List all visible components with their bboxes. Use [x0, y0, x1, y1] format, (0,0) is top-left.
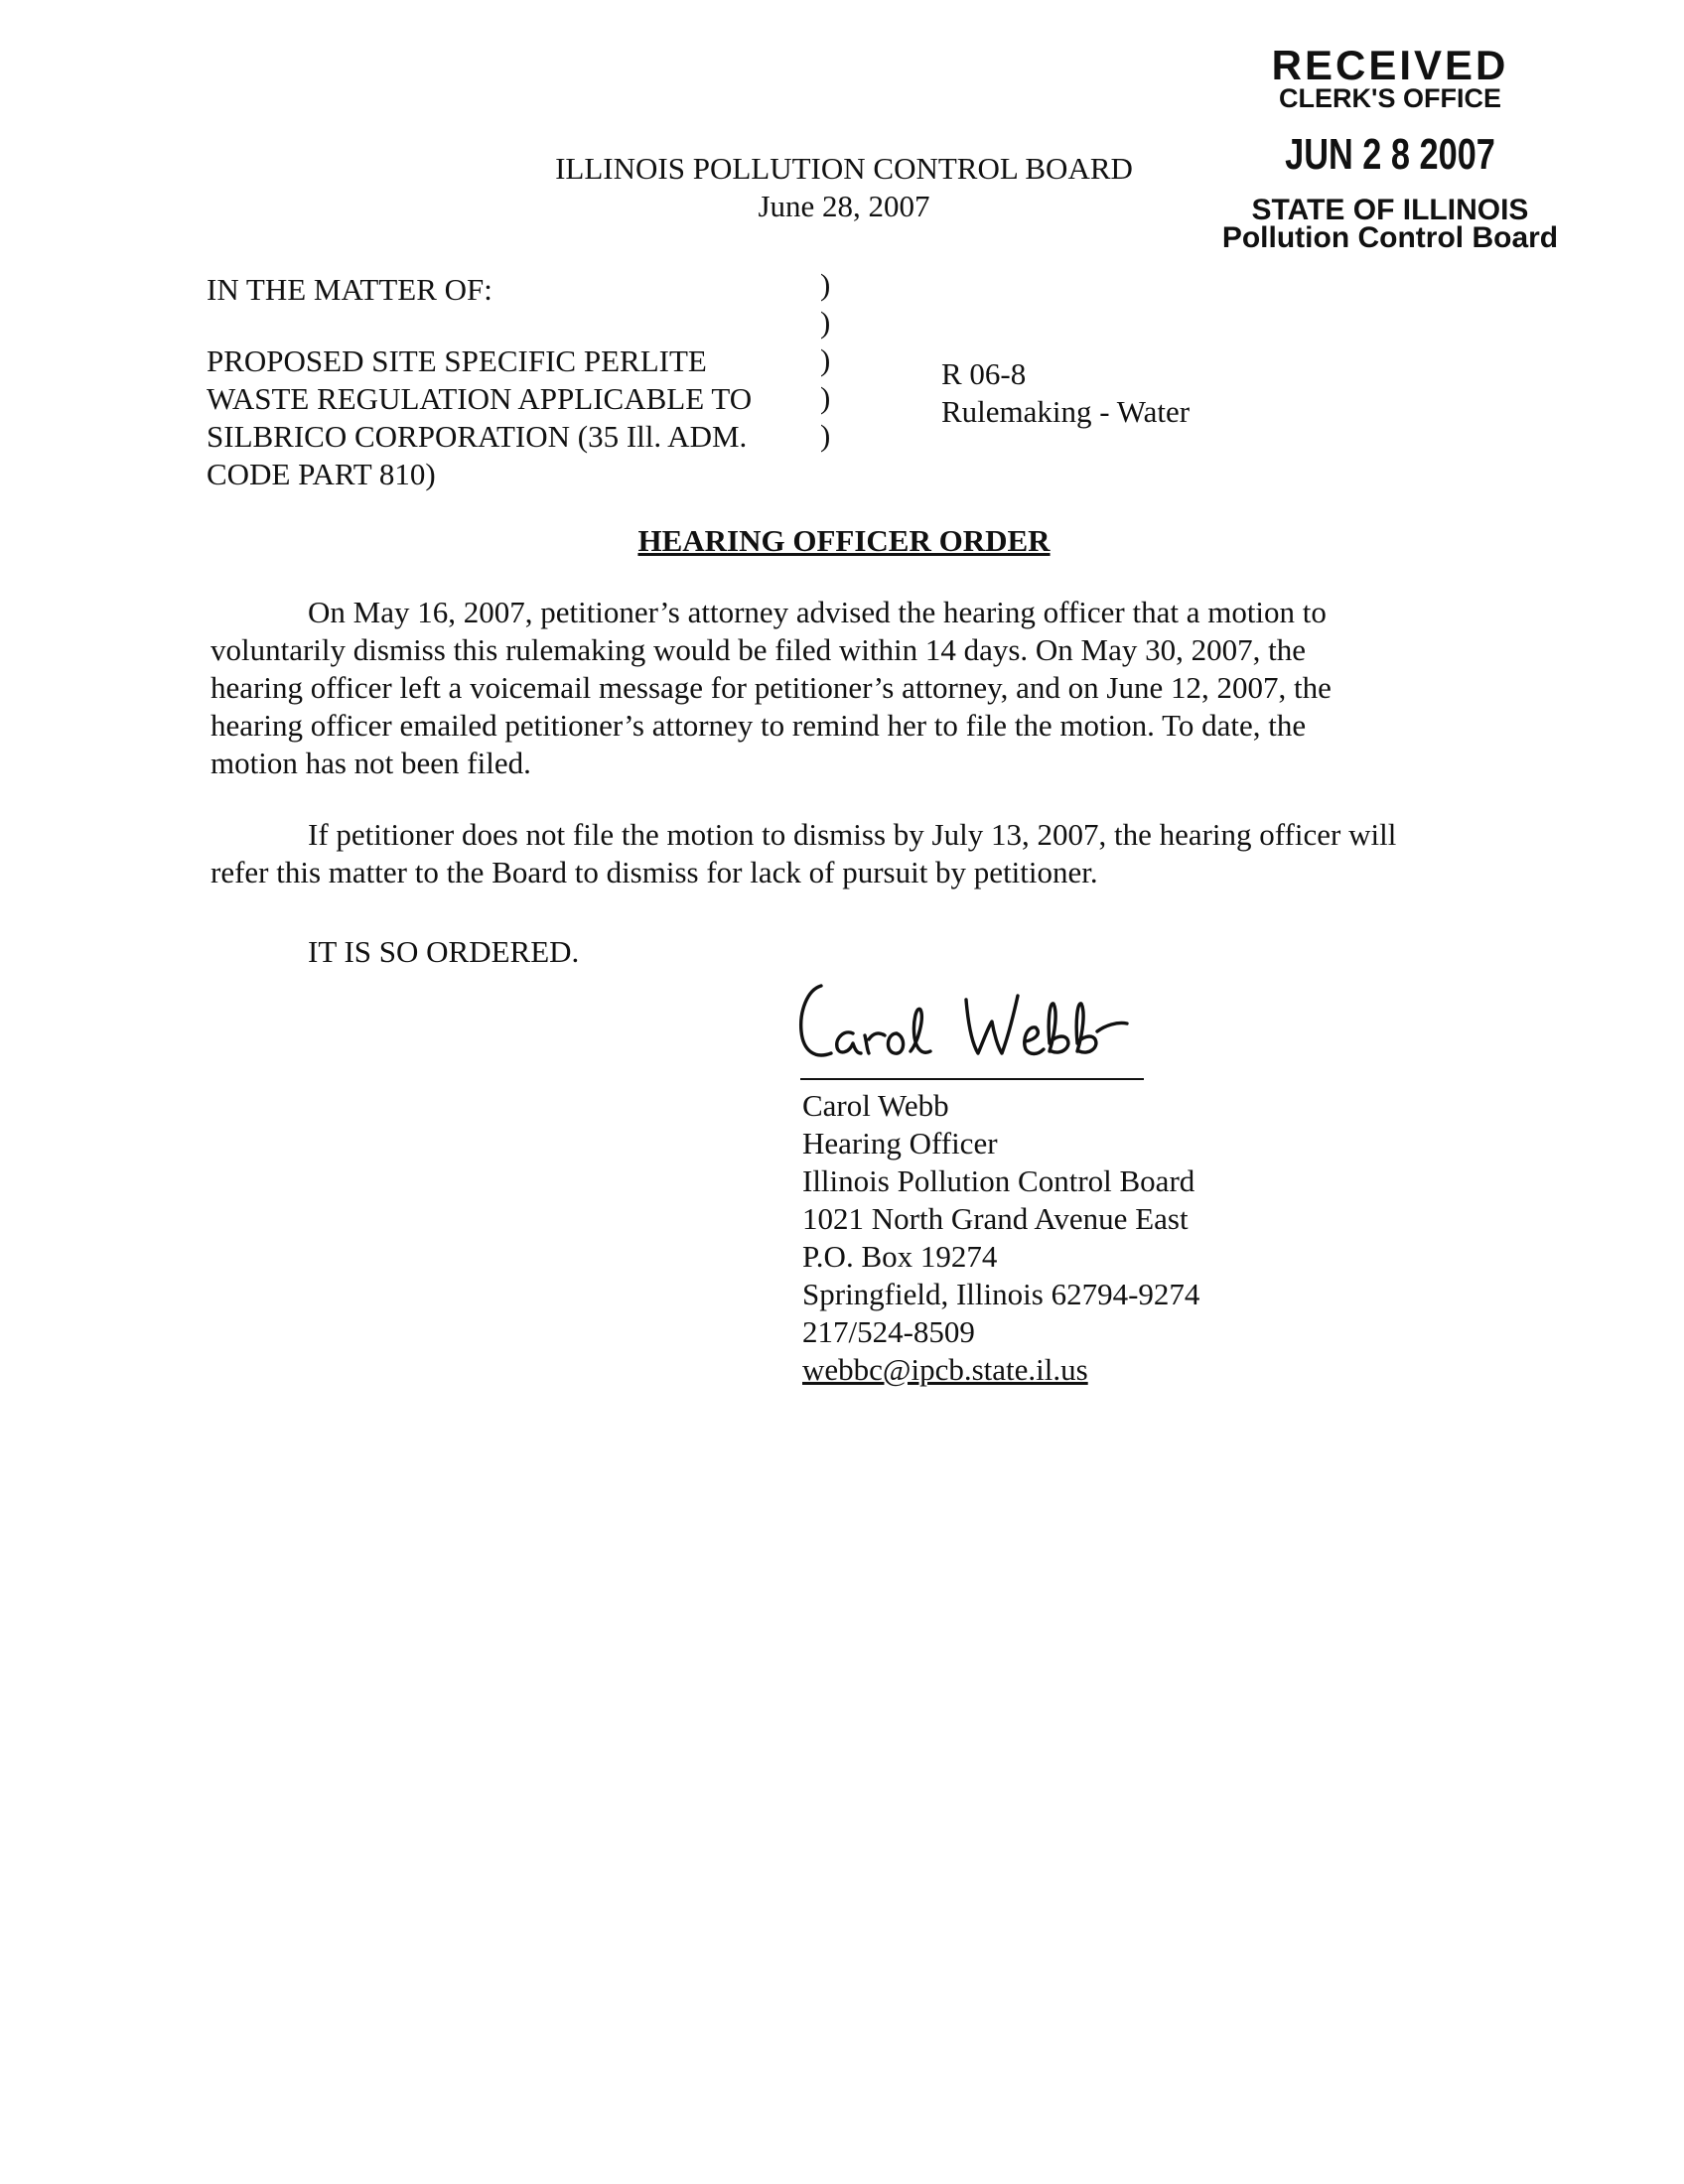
stamp-date: JUN 2 8 2007	[1285, 130, 1495, 179]
signer-city: Springfield, Illinois 62794-9274	[802, 1277, 1200, 1311]
stamp-office-text: CLERK'S OFFICE	[1279, 83, 1501, 113]
caption-paren: )	[820, 305, 831, 340]
caption-matter-line: WASTE REGULATION APPLICABLE TO	[207, 381, 753, 416]
signer-phone: 217/524-8509	[802, 1314, 975, 1349]
paragraph-1-line: motion has not been filed.	[210, 746, 531, 780]
signer-po-box: P.O. Box 19274	[802, 1239, 998, 1274]
signer-street: 1021 North Grand Avenue East	[802, 1201, 1189, 1236]
paragraph-2-line: If petitioner does not file the motion to dismiss by July 13, 2007, the hearing officer will	[308, 817, 1397, 852]
caption-matter-line: SILBRICO CORPORATION (35 Ill. ADM.	[207, 419, 748, 454]
stamp-board: Pollution Control Board	[1221, 221, 1559, 254]
signer-agency: Illinois Pollution Control Board	[802, 1163, 1195, 1198]
header-date: June 28, 2007	[758, 189, 930, 223]
caption-matter-line: CODE PART 810)	[207, 457, 436, 491]
paragraph-2-line: refer this matter to the Board to dismiss for lack of pursuit by petitioner.	[210, 855, 1098, 889]
caption-matter-line: IN THE MATTER OF:	[207, 272, 492, 307]
signer-title: Hearing Officer	[802, 1126, 998, 1160]
paragraph-1-line: voluntarily dismiss this rulemaking would be filed within 14 days. On May 30, 2007, the	[210, 632, 1306, 667]
case-number: R 06-8	[941, 356, 1027, 391]
paragraph-1-line: hearing officer left a voicemail message for petitioner’s attorney, and on June 12, 2007, the	[210, 670, 1332, 705]
handwritten-signature	[789, 968, 1167, 1072]
stamp-state: STATE OF ILLINOIS	[1251, 194, 1529, 226]
caption-paren: )	[820, 380, 831, 415]
order-title: HEARING OFFICER ORDER	[637, 523, 1051, 558]
paragraph-1-line: On May 16, 2007, petitioner’s attorney advised the hearing officer that a motion to	[308, 595, 1327, 629]
agency-heading: ILLINOIS POLLUTION CONTROL BOARD	[555, 151, 1133, 186]
paragraph-1-line: hearing officer emailed petitioner’s attorney to remind her to file the motion. To date, the	[210, 708, 1307, 743]
signature-line	[800, 1078, 1144, 1080]
case-type: Rulemaking - Water	[941, 394, 1191, 429]
caption-paren: )	[820, 267, 831, 302]
closing-statement: IT IS SO ORDERED.	[308, 934, 580, 969]
signer-name: Carol Webb	[802, 1088, 949, 1123]
caption-paren: )	[820, 342, 831, 377]
caption-matter-line: PROPOSED SITE SPECIFIC PERLITE	[207, 343, 707, 378]
caption-paren: )	[820, 418, 831, 453]
stamp-received-text: RECEIVED	[1271, 42, 1509, 88]
signer-email-link[interactable]: webbc@ipcb.state.il.us	[802, 1352, 1088, 1387]
